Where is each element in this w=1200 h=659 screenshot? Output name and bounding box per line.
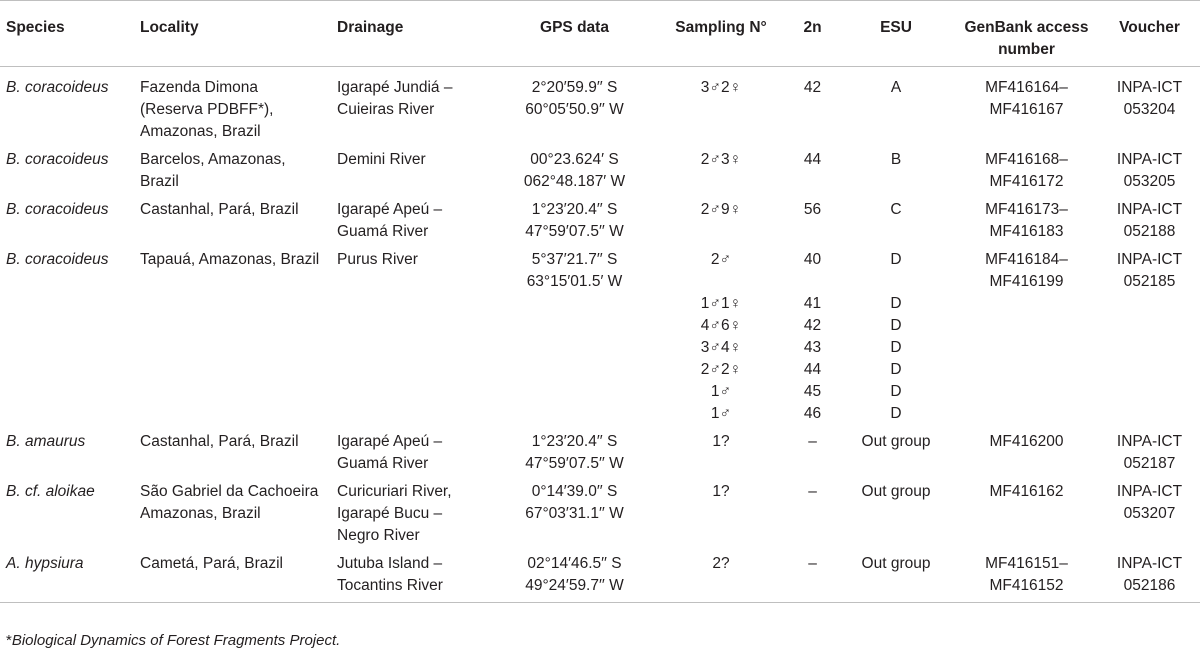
gps-cell	[494, 475, 655, 547]
species-cell	[0, 475, 134, 547]
2n-text: 41	[803, 295, 822, 312]
esu-cell	[838, 381, 954, 403]
2n-text: 45	[803, 383, 822, 400]
table-row	[0, 337, 1200, 359]
gps-line1: 1°23′20.4′′ S	[531, 201, 618, 218]
sampling-text: 1?	[712, 433, 730, 450]
genbank-cell	[954, 293, 1099, 315]
esu-cell	[838, 337, 954, 359]
voucher-line2: 052187	[1123, 455, 1176, 472]
sampling-text: 2?	[712, 555, 730, 572]
gps-line2: 47°59′07.5′′ W	[525, 455, 624, 472]
species-cell	[0, 293, 134, 315]
esu-text: B	[890, 151, 902, 168]
genbank-line2: MF416199	[989, 273, 1064, 290]
table-footnote	[6, 632, 340, 649]
genbank-line1: MF416173–	[985, 201, 1068, 218]
esu-cell	[838, 475, 954, 547]
species-cell	[0, 315, 134, 337]
sampling-cell	[655, 243, 787, 293]
locality-text: Cametá, Pará, Brazil	[140, 555, 283, 572]
table-row	[0, 381, 1200, 403]
drainage-cell	[331, 425, 494, 475]
sampling-cell	[655, 193, 787, 243]
species-cell	[0, 143, 134, 193]
table-row	[0, 193, 1200, 243]
table-row	[0, 67, 1200, 144]
gps-line1: 00°23.624′ S	[530, 151, 619, 168]
genbank-cell	[954, 315, 1099, 337]
drainage-cell	[331, 143, 494, 193]
voucher-cell	[1099, 381, 1200, 403]
species-cell	[0, 193, 134, 243]
species-cell	[0, 243, 134, 293]
species-cell	[0, 359, 134, 381]
esu-text: Out group	[861, 433, 931, 450]
genbank-cell	[954, 381, 1099, 403]
esu-cell	[838, 315, 954, 337]
voucher-line1: INPA-ICT	[1116, 201, 1183, 218]
voucher-line1: INPA-ICT	[1116, 79, 1183, 96]
2n-text: –	[808, 433, 817, 450]
2n-text: 56	[803, 201, 822, 218]
voucher-line1: INPA-ICT	[1116, 555, 1183, 572]
species-name: B. coracoideus	[6, 251, 109, 268]
col-2n: 2n	[787, 1, 838, 67]
esu-cell	[838, 425, 954, 475]
sampling-text: 2♂9♀	[700, 201, 742, 218]
sampling-text: 1♂1♀	[700, 295, 742, 312]
voucher-line2: 052188	[1123, 223, 1176, 240]
voucher-cell	[1099, 293, 1200, 315]
sampling-text: 4♂6♀	[700, 317, 742, 334]
species-name: A. hypsiura	[6, 555, 84, 572]
esu-text: D	[890, 383, 902, 400]
voucher-cell	[1099, 315, 1200, 337]
drainage-cell	[331, 359, 494, 381]
locality-text: Tapauá, Amazonas, Brazil	[140, 251, 320, 268]
col-sampling: Sampling N°	[655, 1, 787, 67]
species-name: B. coracoideus	[6, 201, 109, 218]
gps-cell	[494, 243, 655, 293]
2n-cell	[787, 381, 838, 403]
2n-cell	[787, 193, 838, 243]
esu-cell	[838, 143, 954, 193]
col-drainage: Drainage	[331, 1, 494, 67]
species-name: B. coracoideus	[6, 151, 109, 168]
esu-text: D	[890, 295, 902, 312]
voucher-line2: 052185	[1123, 273, 1176, 290]
voucher-cell	[1099, 337, 1200, 359]
gps-line2: 63°15′01.5′ W	[526, 273, 623, 290]
gps-cell	[494, 403, 655, 425]
locality-cell	[134, 67, 331, 144]
col-locality: Locality	[134, 1, 331, 67]
col-gps: GPS data	[494, 1, 655, 67]
locality-cell	[134, 337, 331, 359]
2n-text: –	[808, 483, 817, 500]
sampling-cell	[655, 359, 787, 381]
sampling-cell	[655, 293, 787, 315]
sampling-cell	[655, 381, 787, 403]
2n-cell	[787, 425, 838, 475]
2n-cell	[787, 475, 838, 547]
genbank-cell	[954, 143, 1099, 193]
sampling-text: 2♂3♀	[700, 151, 742, 168]
genbank-line2: MF416167	[989, 101, 1064, 118]
genbank-line1: MF416168–	[985, 151, 1068, 168]
2n-cell	[787, 403, 838, 425]
gps-cell	[494, 547, 655, 603]
gps-line2: 062°48.187′ W	[523, 173, 626, 190]
sampling-text: 2♂	[710, 251, 732, 268]
voucher-line1: INPA-ICT	[1116, 483, 1183, 500]
table-row	[0, 403, 1200, 425]
species-cell	[0, 67, 134, 144]
voucher-cell	[1099, 143, 1200, 193]
col-genbank: GenBank access number	[954, 1, 1099, 67]
esu-cell	[838, 193, 954, 243]
locality-cell	[134, 293, 331, 315]
voucher-cell	[1099, 475, 1200, 547]
sampling-text: 3♂4♀	[700, 339, 742, 356]
drainage-cell	[331, 337, 494, 359]
species-name: B. coracoideus	[6, 79, 109, 96]
genbank-cell	[954, 547, 1099, 603]
voucher-line1: INPA-ICT	[1116, 251, 1183, 268]
sampling-text: 1♂	[710, 383, 732, 400]
footnote-mark: *	[6, 632, 12, 649]
table-row	[0, 293, 1200, 315]
gps-cell	[494, 381, 655, 403]
sampling-cell	[655, 425, 787, 475]
species-cell	[0, 547, 134, 603]
esu-cell	[838, 403, 954, 425]
voucher-cell	[1099, 425, 1200, 475]
2n-text: 42	[803, 79, 822, 96]
2n-cell	[787, 547, 838, 603]
voucher-cell	[1099, 243, 1200, 293]
esu-text: Out group	[861, 483, 931, 500]
esu-cell	[838, 293, 954, 315]
drainage-text: Curicuriari River, Igarapé Bucu – Negro River	[337, 483, 452, 544]
2n-text: 40	[803, 251, 822, 268]
2n-cell	[787, 315, 838, 337]
locality-text: Barcelos, Amazonas, Brazil	[140, 151, 286, 190]
table-row	[0, 243, 1200, 293]
2n-text: 43	[803, 339, 822, 356]
table-row	[0, 359, 1200, 381]
drainage-cell	[331, 67, 494, 144]
locality-cell	[134, 381, 331, 403]
genbank-line2: MF416183	[989, 223, 1064, 240]
species-cell	[0, 337, 134, 359]
esu-text: A	[890, 79, 902, 96]
genbank-cell	[954, 193, 1099, 243]
locality-cell	[134, 425, 331, 475]
drainage-text: Igarapé Apeú – Guamá River	[337, 201, 443, 240]
esu-text: D	[890, 251, 902, 268]
locality-cell	[134, 243, 331, 293]
drainage-text: Igarapé Jundiá – Cuieiras River	[337, 79, 453, 118]
table-row	[0, 143, 1200, 193]
gps-cell	[494, 143, 655, 193]
2n-text: 44	[803, 151, 822, 168]
species-cell	[0, 403, 134, 425]
sampling-cell	[655, 547, 787, 603]
voucher-line2: 052186	[1123, 577, 1176, 594]
drainage-text: Igarapé Apeú – Guamá River	[337, 433, 443, 472]
species-name: B. cf. aloikae	[6, 483, 95, 500]
gps-cell	[494, 315, 655, 337]
sampling-cell	[655, 337, 787, 359]
drainage-cell	[331, 315, 494, 337]
voucher-cell	[1099, 67, 1200, 144]
voucher-cell	[1099, 193, 1200, 243]
drainage-text: Purus River	[337, 251, 418, 268]
esu-cell	[838, 359, 954, 381]
gps-line2: 67°03′31.1′′ W	[525, 505, 624, 522]
gps-line1: 2°20′59.9′′ S	[531, 79, 618, 96]
esu-text: D	[890, 361, 902, 378]
col-voucher: Voucher	[1099, 1, 1200, 67]
esu-text: C	[890, 201, 902, 218]
2n-cell	[787, 143, 838, 193]
species-cell	[0, 381, 134, 403]
voucher-line2: 053204	[1123, 101, 1176, 118]
drainage-cell	[331, 547, 494, 603]
genbank-cell	[954, 425, 1099, 475]
2n-cell	[787, 243, 838, 293]
drainage-cell	[331, 475, 494, 547]
esu-text: D	[890, 405, 902, 422]
gps-cell	[494, 193, 655, 243]
2n-cell	[787, 337, 838, 359]
sampling-text: 3♂2♀	[700, 79, 742, 96]
esu-text: Out group	[861, 555, 931, 572]
table-row	[0, 547, 1200, 603]
drainage-cell	[331, 381, 494, 403]
sampling-cell	[655, 315, 787, 337]
genbank-line1: MF416184–	[985, 251, 1068, 268]
voucher-line1: INPA-ICT	[1116, 433, 1183, 450]
sampling-cell	[655, 143, 787, 193]
table-row	[0, 315, 1200, 337]
sampling-cell	[655, 475, 787, 547]
2n-text: –	[808, 555, 817, 572]
2n-cell	[787, 359, 838, 381]
gps-cell	[494, 293, 655, 315]
genbank-cell	[954, 359, 1099, 381]
species-cell	[0, 425, 134, 475]
gps-line1: 0°14′39.0′′ S	[531, 483, 618, 500]
locality-text: Fazenda Dimona (Reserva PDBFF*), Amazonas, Brazil	[140, 79, 274, 140]
locality-cell	[134, 403, 331, 425]
gps-cell	[494, 359, 655, 381]
locality-cell	[134, 315, 331, 337]
esu-text: D	[890, 339, 902, 356]
locality-text: Castanhal, Pará, Brazil	[140, 201, 299, 218]
genbank-line1: MF416151–	[985, 555, 1068, 572]
species-name: B. amaurus	[6, 433, 86, 450]
2n-cell	[787, 67, 838, 144]
gps-cell	[494, 337, 655, 359]
esu-cell	[838, 243, 954, 293]
footnote-text: Biological Dynamics of Forest Fragments Project.	[11, 632, 341, 649]
voucher-line2: 053205	[1123, 173, 1176, 190]
table-row	[0, 475, 1200, 547]
locality-cell	[134, 547, 331, 603]
sampling-text: 1♂	[710, 405, 732, 422]
locality-text: Castanhal, Pará, Brazil	[140, 433, 299, 450]
table-row	[0, 425, 1200, 475]
genbank-line1: MF416162	[989, 483, 1064, 500]
locality-cell	[134, 475, 331, 547]
drainage-cell	[331, 243, 494, 293]
col-esu: ESU	[838, 1, 954, 67]
gps-line1: 5°37′21.7′′ S	[531, 251, 618, 268]
2n-text: 44	[803, 361, 822, 378]
gps-cell	[494, 67, 655, 144]
esu-text: D	[890, 317, 902, 334]
sampling-text: 2♂2♀	[700, 361, 742, 378]
2n-text: 42	[803, 317, 822, 334]
sampling-text: 1?	[712, 483, 730, 500]
col-species: Species	[0, 1, 134, 67]
drainage-cell	[331, 403, 494, 425]
2n-cell	[787, 293, 838, 315]
genbank-line2: MF416172	[989, 173, 1064, 190]
drainage-cell	[331, 193, 494, 243]
sampling-cell	[655, 67, 787, 144]
voucher-line1: INPA-ICT	[1116, 151, 1183, 168]
gps-line1: 02°14′46.5′′ S	[527, 555, 622, 572]
locality-cell	[134, 143, 331, 193]
esu-cell	[838, 67, 954, 144]
voucher-cell	[1099, 403, 1200, 425]
drainage-text: Jutuba Island – Tocantins River	[337, 555, 443, 594]
esu-cell	[838, 547, 954, 603]
sampling-cell	[655, 403, 787, 425]
gps-line1: 1°23′20.4′′ S	[531, 433, 618, 450]
genbank-cell	[954, 403, 1099, 425]
genbank-cell	[954, 243, 1099, 293]
voucher-line2: 053207	[1123, 505, 1176, 522]
locality-cell	[134, 193, 331, 243]
genbank-line2: MF416152	[989, 577, 1064, 594]
genbank-cell	[954, 475, 1099, 547]
gps-line2: 47°59′07.5′′ W	[525, 223, 624, 240]
drainage-cell	[331, 293, 494, 315]
genbank-line1: MF416164–	[985, 79, 1068, 96]
2n-text: 46	[803, 405, 822, 422]
drainage-text: Demini River	[337, 151, 426, 168]
genbank-cell	[954, 67, 1099, 144]
voucher-cell	[1099, 547, 1200, 603]
gps-line2: 49°24′59.7′′ W	[525, 577, 624, 594]
genbank-line1: MF416200	[989, 433, 1064, 450]
gps-line2: 60°05′50.9′′ W	[525, 101, 624, 118]
gps-cell	[494, 425, 655, 475]
locality-text: São Gabriel da Cachoeira Amazonas, Brazil	[140, 483, 319, 522]
header-row	[0, 1, 1200, 67]
genbank-cell	[954, 337, 1099, 359]
voucher-cell	[1099, 359, 1200, 381]
locality-cell	[134, 359, 331, 381]
